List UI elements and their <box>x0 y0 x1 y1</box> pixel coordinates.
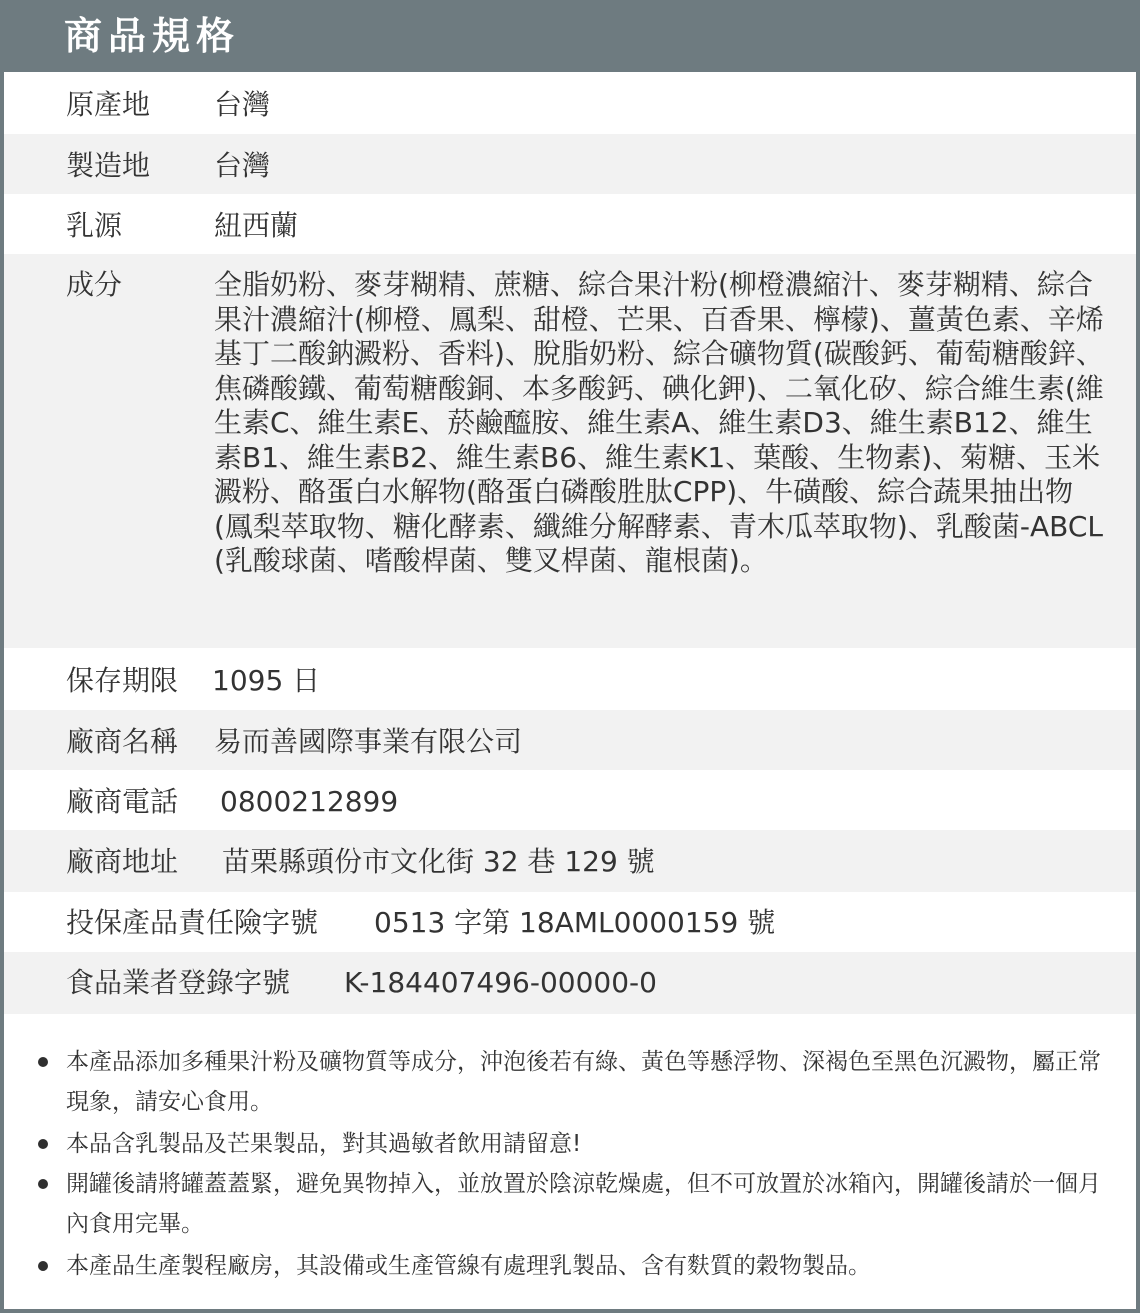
spec-value: 0800212899 <box>220 785 399 818</box>
spec-row-origin <box>4 72 1136 134</box>
spec-row-vendor-address <box>4 830 1136 892</box>
spec-value: K-184407496-00000-0 <box>344 966 657 999</box>
spec-label: 廠商電話 <box>66 785 179 818</box>
spec-row-vendor-name <box>4 710 1136 770</box>
spec-value: 苗栗縣頭份市文化街 32 巷 129 號 <box>222 845 655 878</box>
spec-value: 紐西蘭 <box>214 209 299 242</box>
spec-row-vendor-phone <box>4 770 1136 830</box>
spec-row-insurance <box>4 892 1136 952</box>
spec-label: 廠商地址 <box>66 845 179 878</box>
spec-label: 成分 <box>66 268 123 301</box>
note-text: 本產品生產製程廠房，其設備或生產管線有處理乳製品、含有麩質的穀物製品。 <box>66 1253 871 1279</box>
spec-panel <box>4 72 1136 1309</box>
spec-label: 廠商名稱 <box>66 725 179 758</box>
spec-row-food-registration <box>4 952 1136 1014</box>
spec-row-milk-source <box>4 194 1136 254</box>
ingredients-text: 全脂奶粉、麥芽糊精、蔗糖、綜合果汁粉(柳橙濃縮汁、麥芽糊精、綜合果汁濃縮汁(柳橙、鳳梨、甜橙、芒果、百香果、檸檬)、薑黃色素、辛烯基丁二酸鈉澱粉、香料)、脫脂奶粉、綜合礦物質(碳酸鈣、葡萄糖酸鋅、焦磷酸鐵、葡萄糖酸銅、本多酸鈣、碘化鉀)、二氧化矽、綜合維生素(維生素C、維生素E、菸鹼醯胺、維生素A、維生素D3、維生素B12、維生素B1、維生素B2、維生素B6、維生素K1、葉酸、生物素)、菊糖、玉米澱粉、酪蛋白水解物(酪蛋白磷酸胜肽CPP)、牛磺酸、綜合蔬果抽出物(鳳梨萃取物、糖化酵素、纖維分解酵素、青木瓜萃取物)、乳酸菌-ABCL(乳酸球菌、嗜酸桿菌、雙叉桿菌、龍根菌)。 <box>214 268 1104 577</box>
spec-value: 台灣 <box>214 88 271 121</box>
spec-value: 1095 日 <box>212 664 321 697</box>
spec-row-manufacture <box>4 134 1136 194</box>
spec-label: 乳源 <box>66 209 123 242</box>
spec-row-ingredients <box>4 254 1136 648</box>
spec-label: 製造地 <box>66 149 151 182</box>
spec-value: 易而善國際事業有限公司 <box>214 725 523 758</box>
spec-label: 食品業者登錄字號 <box>66 966 291 999</box>
spec-row-shelf-life <box>4 648 1136 710</box>
note-text: 本品含乳製品及芒果製品，對其過敏者飲用請留意! <box>66 1131 582 1157</box>
spec-value: 台灣 <box>214 149 271 182</box>
note-text: 開罐後請將罐蓋蓋緊，避免異物掉入，並放置於陰涼乾燥處，但不可放置於冰箱內，開罐後請於一個月內食用完畢。 <box>66 1171 1101 1237</box>
spec-label: 投保產品責任險字號 <box>66 906 319 939</box>
bullet-icon <box>38 1139 48 1149</box>
spec-label: 原產地 <box>66 88 151 121</box>
spec-value: 0513 字第 18AML0000159 號 <box>374 906 776 939</box>
bullet-icon <box>38 1261 48 1271</box>
bullet-icon <box>38 1057 48 1067</box>
spec-label: 保存期限 <box>66 664 179 697</box>
note-text: 本產品添加多種果汁粉及礦物質等成分，沖泡後若有綠、黃色等懸浮物、深褐色至黑色沉澱物，屬正常現象，請安心食用。 <box>66 1049 1101 1115</box>
spec-header <box>0 0 1140 72</box>
bullet-icon <box>38 1179 48 1189</box>
header-title: 商品規格 <box>64 14 241 58</box>
